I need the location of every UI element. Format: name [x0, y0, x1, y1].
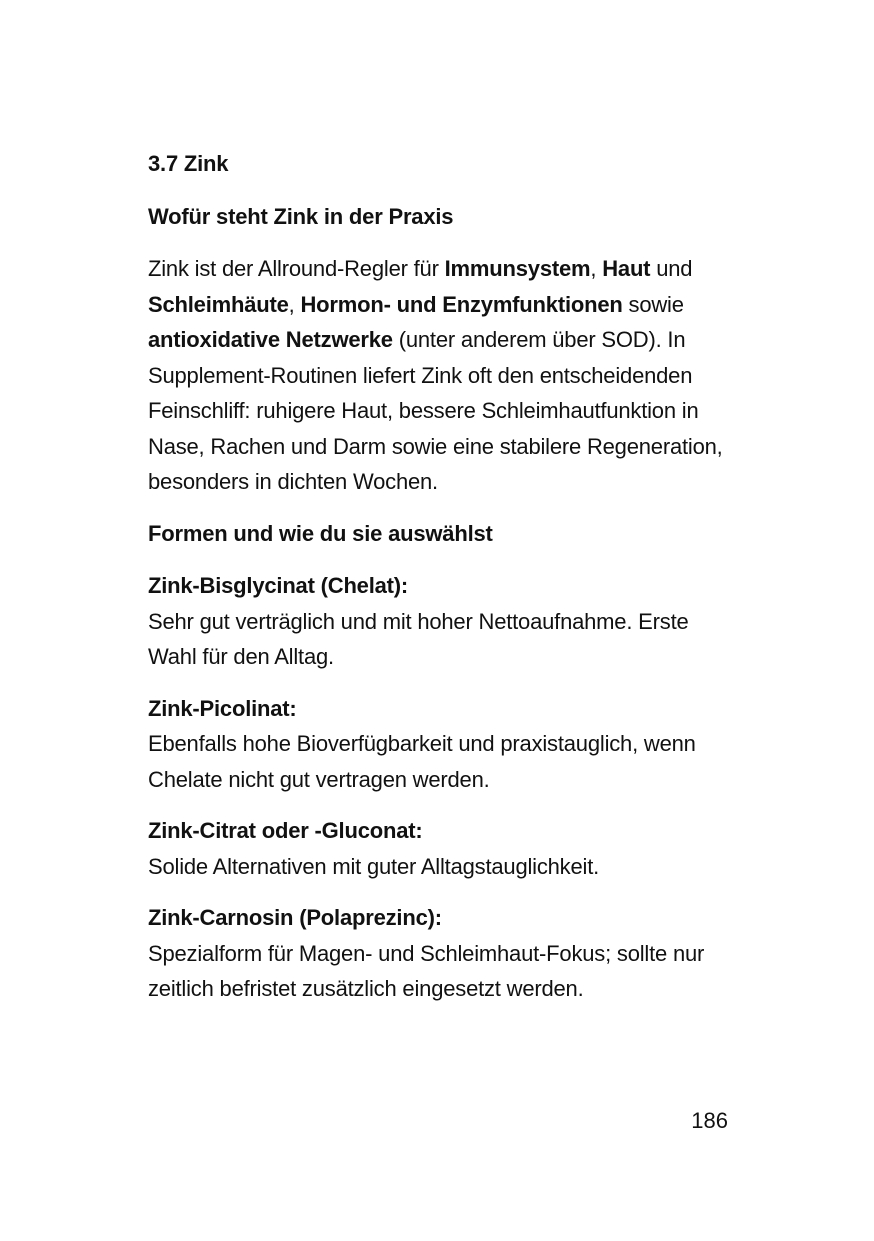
- form-item-bisglycinat: [148, 568, 738, 675]
- intro-bold-immunsystem: Immunsystem: [444, 256, 591, 281]
- intro-text-6: (unter anderem über SOD). In Supplement-Routinen liefert Zink oft den entscheidenden Feinschliff: ruhigere Haut, bessere Schleimhautfunktion in Nase, Rachen und Darm sowie eine stabilere Regeneration, besonders in dichten Wochen.: [148, 327, 723, 494]
- section-subtitle: Wofür steht Zink in der Praxis: [148, 203, 454, 229]
- intro-paragraph: [148, 251, 738, 500]
- page-content: [148, 146, 738, 1023]
- form-description: Spezialform für Magen- und Schleimhaut-Fokus; sollte nur zeitlich befristet zusätzlich eingesetzt werden.: [148, 940, 705, 1001]
- intro-text-5: sowie: [622, 291, 684, 317]
- intro-text-3: und: [650, 256, 693, 281]
- form-description: Sehr gut verträglich und mit hoher Nettoaufnahme. Erste Wahl für den Alltag.: [148, 608, 689, 669]
- form-item-citrat-gluconat: [148, 813, 738, 884]
- intro-text-2: ,: [590, 256, 603, 281]
- page-number: 186: [691, 1108, 728, 1133]
- form-item-picolinat: [148, 691, 738, 798]
- form-description: Solide Alternativen mit guter Alltagstauglichkeit.: [148, 853, 600, 879]
- intro-bold-antioxidative: antioxidative Netzwerke: [148, 327, 393, 352]
- forms-heading: Formen und wie du sie auswählst: [148, 520, 493, 546]
- intro-text-1: Zink ist der Allround-Regler für: [148, 256, 445, 281]
- form-name: Zink-Bisglycinat (Chelat):: [148, 573, 409, 598]
- section-title: 3.7 Zink: [148, 151, 229, 176]
- intro-bold-schleimhaeute: Schleimhäute: [148, 291, 289, 317]
- form-name: Zink-Carnosin (Polaprezinc):: [148, 905, 442, 930]
- form-name: Zink-Picolinat:: [148, 695, 297, 721]
- intro-text-4: ,: [288, 291, 301, 317]
- intro-bold-haut: Haut: [602, 256, 651, 281]
- form-item-carnosin: [148, 900, 738, 1007]
- intro-bold-hormon-enzym: Hormon- und Enzymfunktionen: [300, 291, 623, 317]
- form-description: Ebenfalls hohe Bioverfügbarkeit und praxistauglich, wenn Chelate nicht gut vertragen werden.: [148, 731, 696, 792]
- form-name: Zink-Citrat oder -Gluconat:: [148, 818, 423, 843]
